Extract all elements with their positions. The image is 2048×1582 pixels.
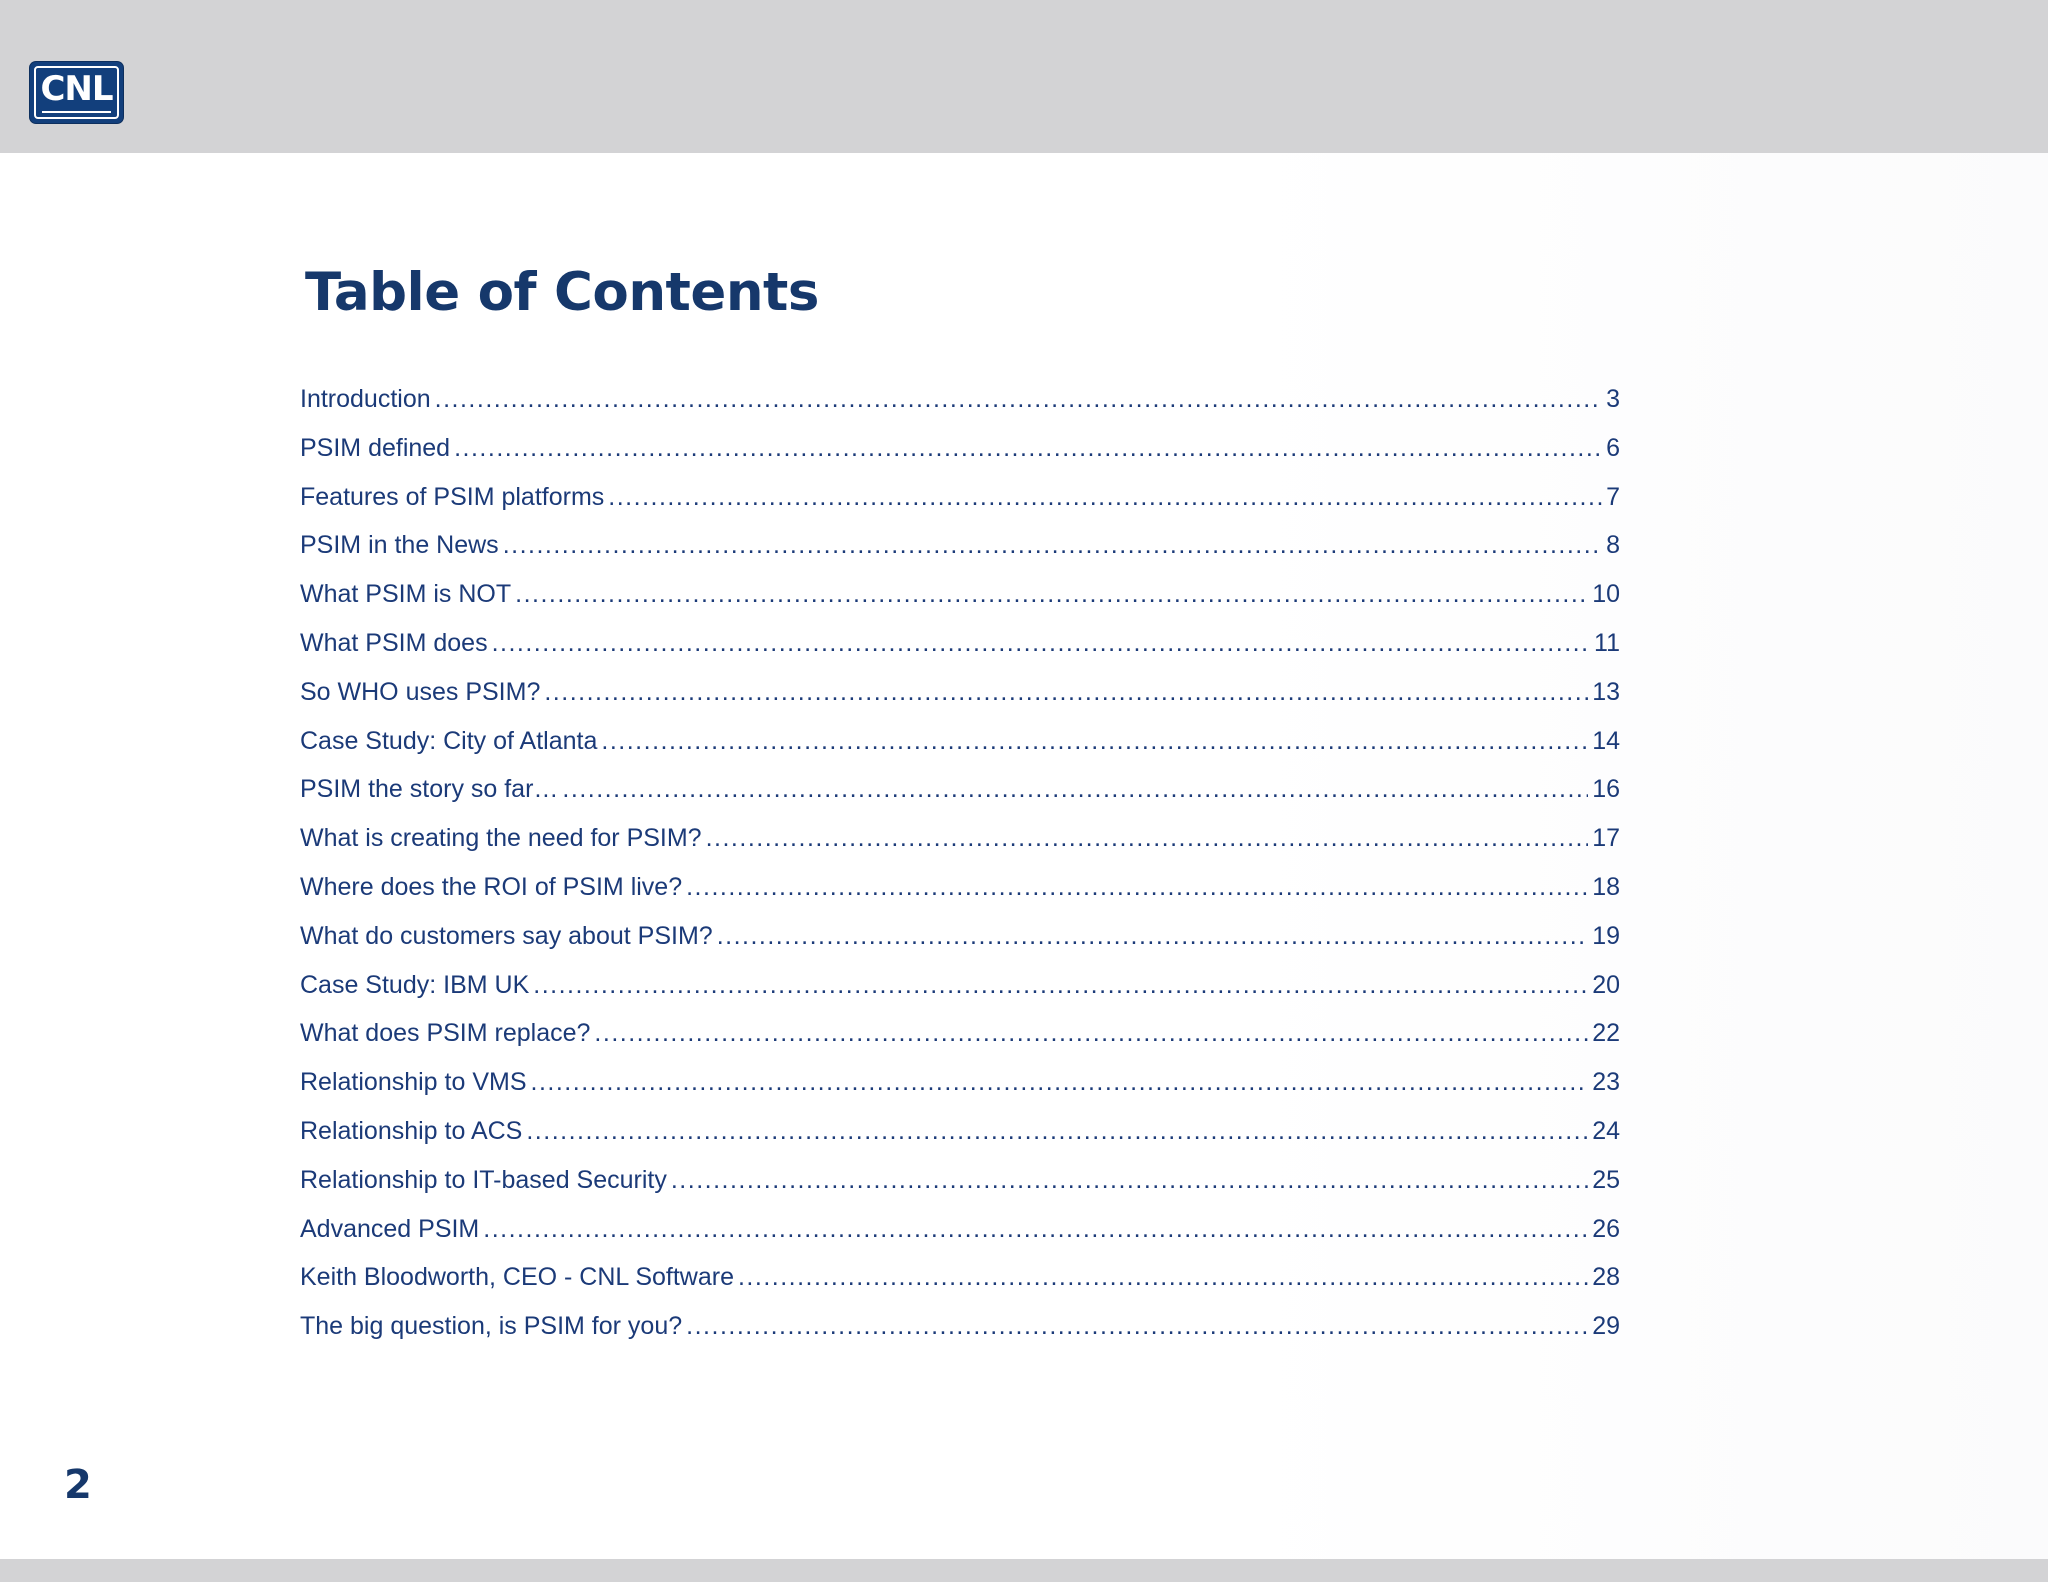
toc-entry-psim-defined[interactable] <box>300 434 1620 483</box>
toc-entry-label: Relationship to ACS <box>300 1116 523 1145</box>
toc-entry-page: 3 <box>1606 385 1620 413</box>
toc-entry-label: Advanced PSIM <box>300 1214 480 1243</box>
toc-entry-page: 19 <box>1592 921 1620 950</box>
toc-entry-page: 20 <box>1592 970 1620 999</box>
toc-entry-what-psim-is-not[interactable] <box>300 580 1620 629</box>
toc-entry-roi[interactable] <box>300 873 1620 922</box>
toc-entry-page: 26 <box>1592 1214 1620 1243</box>
toc-entry-case-study-ibm[interactable] <box>300 971 1620 1020</box>
toc-leader-dots <box>671 1166 1588 1195</box>
toc-entry-page: 23 <box>1592 1068 1620 1097</box>
toc-entry-page: 17 <box>1592 824 1620 853</box>
toc-leader-dots <box>608 483 1602 512</box>
logo-underline <box>42 111 111 113</box>
cnl-logo <box>30 62 123 123</box>
toc-entry-label: So WHO uses PSIM? <box>300 677 541 706</box>
toc-entry-page: 14 <box>1592 726 1620 755</box>
toc-entry-label: What PSIM is NOT <box>300 580 512 609</box>
toc-entry-page: 29 <box>1592 1312 1620 1341</box>
toc-entry-label: Keith Bloodworth, CEO - CNL Software <box>300 1263 734 1292</box>
toc-entry-label: Where does the ROI of PSIM live? <box>300 872 683 901</box>
toc-leader-dots <box>483 1215 1588 1244</box>
toc-entry-label: What is creating the need for PSIM? <box>300 824 702 853</box>
toc-entry-big-question[interactable] <box>300 1312 1620 1361</box>
toc-entry-page: 11 <box>1594 628 1620 657</box>
page-title: Table of Contents <box>305 262 819 323</box>
toc-leader-dots <box>686 1312 1588 1341</box>
toc-entry-page: 28 <box>1592 1263 1620 1292</box>
toc-leader-dots <box>515 580 1588 609</box>
toc-entry-relationship-acs[interactable] <box>300 1117 1620 1166</box>
toc-entry-label: What PSIM does <box>300 628 488 657</box>
toc-entry-label: PSIM in the News <box>300 531 499 560</box>
toc-entry-advanced-psim[interactable] <box>300 1215 1620 1264</box>
toc-entry-psim-replace[interactable] <box>300 1019 1620 1068</box>
toc-entry-label: PSIM defined <box>300 433 451 462</box>
toc-entry-page: 24 <box>1592 1116 1620 1145</box>
toc-entry-page: 18 <box>1592 872 1620 901</box>
toc-entry-case-study-atlanta[interactable] <box>300 727 1620 776</box>
toc-entry-in-the-news[interactable] <box>300 531 1620 580</box>
toc-entry-page: 6 <box>1606 433 1620 462</box>
toc-entry-page: 25 <box>1592 1165 1620 1194</box>
toc-entry-label: Case Study: IBM UK <box>300 970 530 999</box>
toc-entry-label: Relationship to VMS <box>300 1068 527 1097</box>
toc-entry-introduction[interactable] <box>300 385 1620 434</box>
toc-entry-label: Relationship to IT-based Security <box>300 1165 667 1194</box>
toc-leader-dots <box>435 385 1602 414</box>
toc-entry-relationship-vms[interactable] <box>300 1068 1620 1117</box>
toc-entry-features[interactable] <box>300 483 1620 532</box>
header-band <box>0 0 2048 153</box>
toc-leader-dots <box>544 678 1588 707</box>
toc-entry-customers-say[interactable] <box>300 922 1620 971</box>
toc-leader-dots <box>526 1117 1588 1146</box>
toc-leader-dots <box>562 775 1588 804</box>
toc-entry-what-psim-does[interactable] <box>300 629 1620 678</box>
toc-leader-dots <box>531 1068 1589 1097</box>
toc-leader-dots <box>454 434 1602 463</box>
toc-entry-label: What do customers say about PSIM? <box>300 921 713 950</box>
toc-leader-dots <box>503 531 1602 560</box>
logo-text: CNL <box>40 69 113 109</box>
toc-entry-story-so-far[interactable] <box>300 775 1620 824</box>
toc-leader-dots <box>594 1019 1588 1048</box>
toc-leader-dots <box>706 824 1589 853</box>
toc-leader-dots <box>717 922 1589 951</box>
toc-entry-label: Features of PSIM platforms <box>300 482 605 511</box>
toc-entry-page: 7 <box>1606 482 1620 511</box>
footer-band <box>0 1559 2048 1582</box>
toc-entry-label: The big question, is PSIM for you? <box>300 1312 683 1341</box>
toc-entry-need-for-psim[interactable] <box>300 824 1620 873</box>
toc-leader-dots <box>738 1263 1588 1292</box>
toc-entry-page: 10 <box>1592 580 1620 609</box>
toc-entry-page: 8 <box>1606 531 1620 560</box>
toc-leader-dots <box>492 629 1590 658</box>
toc-leader-dots <box>601 727 1588 756</box>
toc-entry-label: Case Study: City of Atlanta <box>300 726 598 755</box>
toc-entry-page: 16 <box>1592 775 1620 804</box>
page-number: 2 <box>64 1462 92 1508</box>
toc-entry-who-uses-psim[interactable] <box>300 678 1620 727</box>
toc-entry-page: 13 <box>1592 677 1620 706</box>
toc-entry-keith-bloodworth[interactable] <box>300 1263 1620 1312</box>
toc-entry-page: 22 <box>1592 1019 1620 1048</box>
toc-entry-label: Introduction <box>300 385 431 413</box>
toc-entry-label: PSIM the story so far… <box>300 775 559 804</box>
table-of-contents <box>300 385 1620 1361</box>
toc-leader-dots <box>686 873 1588 902</box>
toc-entry-label: What does PSIM replace? <box>300 1019 591 1048</box>
toc-entry-relationship-it-security[interactable] <box>300 1166 1620 1215</box>
toc-leader-dots <box>533 971 1588 1000</box>
